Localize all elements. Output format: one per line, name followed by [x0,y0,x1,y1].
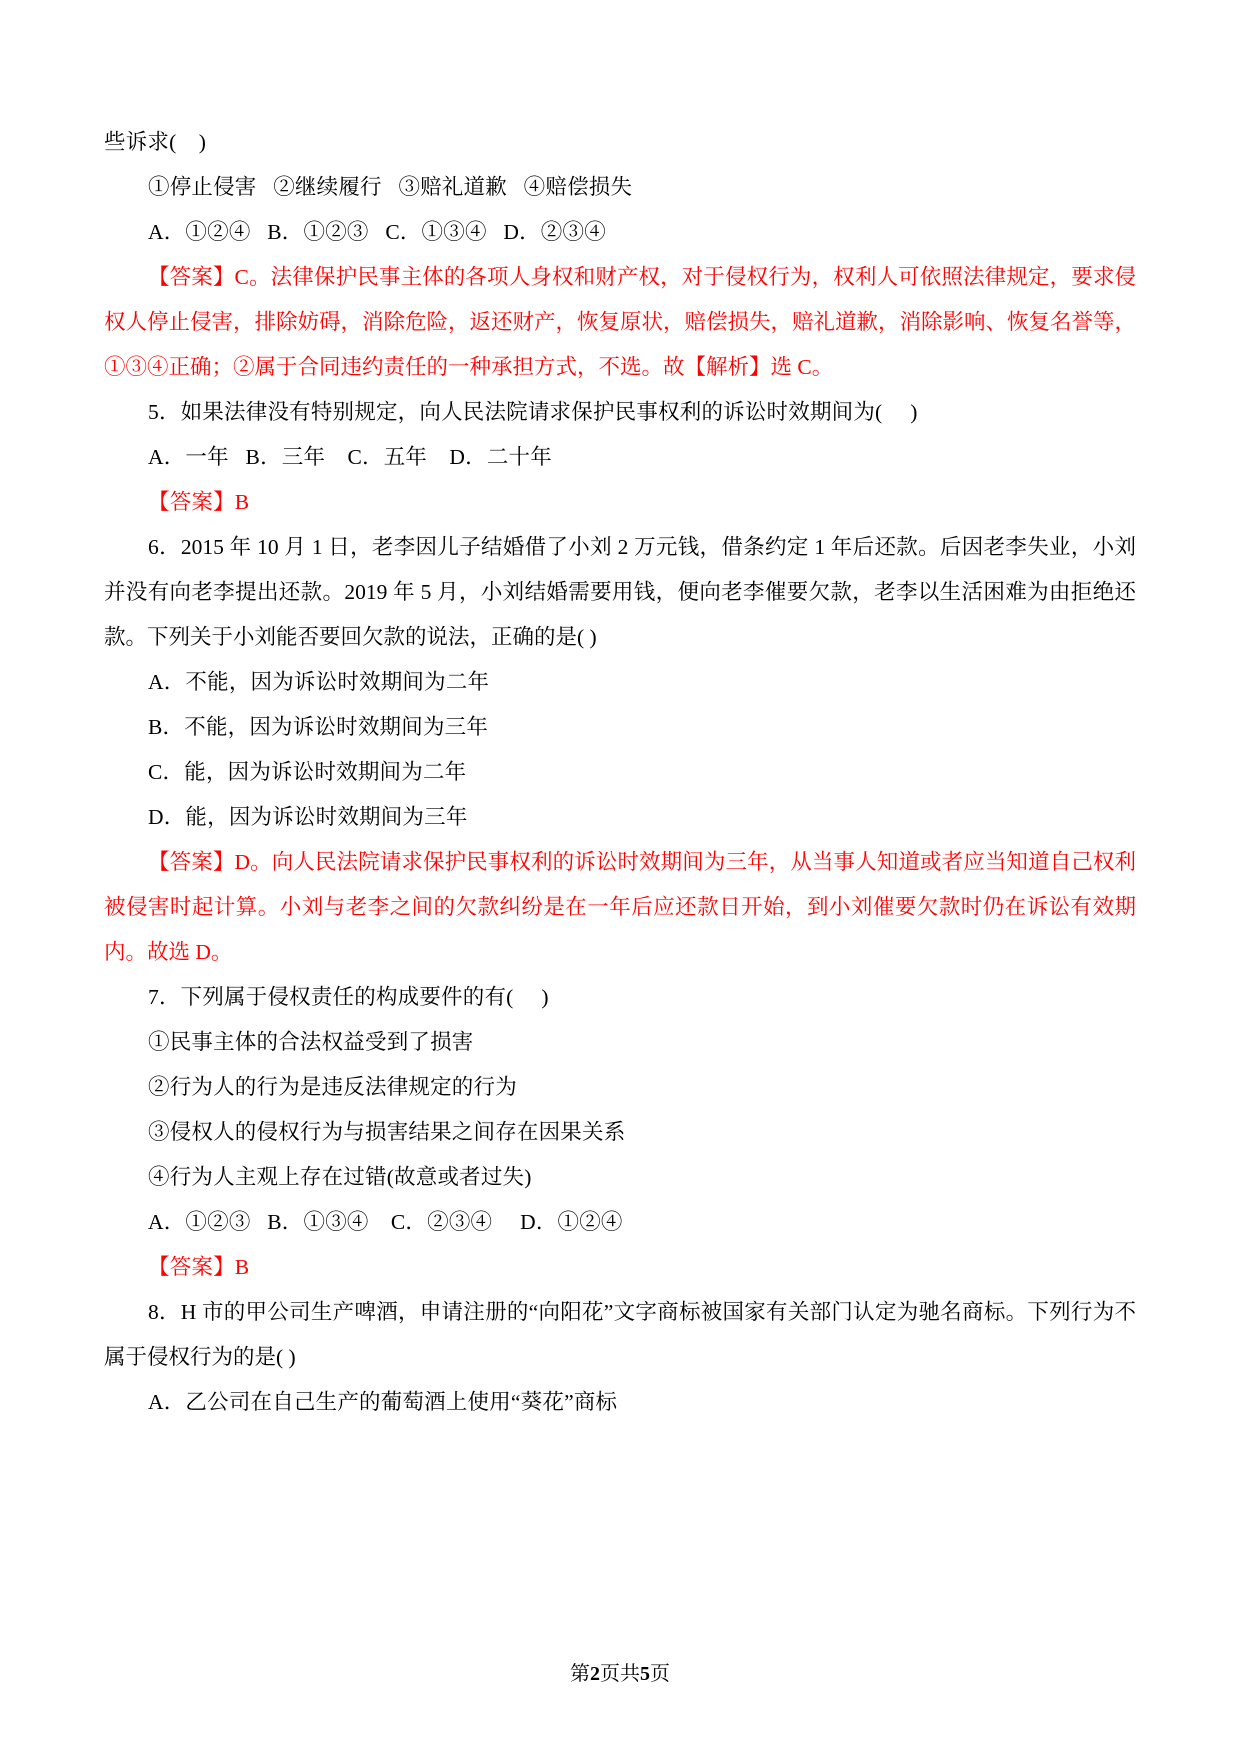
footer-total-pages: 5 [640,1663,650,1685]
answer-line: 【答案】B [148,490,250,514]
option-line: C．能，因为诉讼时效期间为二年 [148,760,467,784]
text-line: A．①②④ B．①②③ C．①③④ D．②③④ [148,220,606,244]
options-line: A．一年 B．三年 C．五年 D．二十年 [148,445,552,469]
question-line: 7．下列属于侵权责任的构成要件的有( ) [148,985,549,1009]
options-line: A．①②③ B．①③④ C．②③④ D．①②④ [148,1210,623,1234]
option-line: D．能，因为诉讼时效期间为三年 [148,805,468,829]
question-paragraph: 8．H 市的甲公司生产啤酒，申请注册的“向阳花”文字商标被国家有关部门认定为驰名商标。下列行为不属于侵权行为的是( ) [104,1300,1136,1369]
question-line: 5．如果法律没有特别规定，向人民法院请求保护民事权利的诉讼时效期间为( ) [148,400,918,424]
answer-paragraph: 【答案】D。向人民法院请求保护民事权利的诉讼时效期间为三年，从当事人知道或者应当知道自己权利被侵害时起计算。小刘与老李之间的欠款纠纷是在一年后应还款日开始，到小刘催要欠款时仍在诉讼有效期内。故选 D。 [104,850,1136,964]
option-line: ①民事主体的合法权益受到了损害 [148,1030,474,1054]
answer-line: 【答案】B [148,1255,250,1279]
option-line: ③侵权人的侵权行为与损害结果之间存在因果关系 [148,1120,626,1144]
text-line: 些诉求( ) [104,130,207,154]
option-line: A．不能，因为诉讼时效期间为二年 [148,670,490,694]
footer-prefix: 第 [570,1663,590,1685]
question-paragraph: 6．2015 年 10 月 1 日，老李因儿子结婚借了小刘 2 万元钱，借条约定 1 年后还款。后因老李失业，小刘并没有向老李提出还款。2019 年 5 月，小刘结婚需要用钱，便向老李催要欠款，老李以生活困难为由拒绝还款。下列关于小刘能否要回欠款的说法，正确的是( ) [104,535,1136,649]
option-line: A．乙公司在自己生产的葡萄酒上使用“葵花”商标 [148,1390,618,1414]
text-line: ①停止侵害 ②继续履行 ③赔礼道歉 ④赔偿损失 [148,175,633,199]
answer-paragraph: 【答案】C。法律保护民事主体的各项人身权和财产权，对于侵权行为，权利人可依照法律规定，要求侵权人停止侵害，排除妨碍，消除危险，返还财产，恢复原状，赔偿损失，赔礼道歉，消除影响、恢复名誉等，①③④正确；②属于合同违约责任的一种承担方式，不选。故【解析】选 C。 [104,265,1137,379]
option-line: ②行为人的行为是违反法律规定的行为 [148,1075,517,1099]
footer-suffix: 页 [650,1663,670,1685]
footer-current-page: 2 [590,1663,600,1685]
option-line: B．不能，因为诉讼时效期间为三年 [148,715,489,739]
page-footer [0,1657,1240,1686]
footer-middle: 页共 [600,1663,640,1685]
option-line: ④行为人主观上存在过错(故意或者过失) [148,1165,532,1189]
